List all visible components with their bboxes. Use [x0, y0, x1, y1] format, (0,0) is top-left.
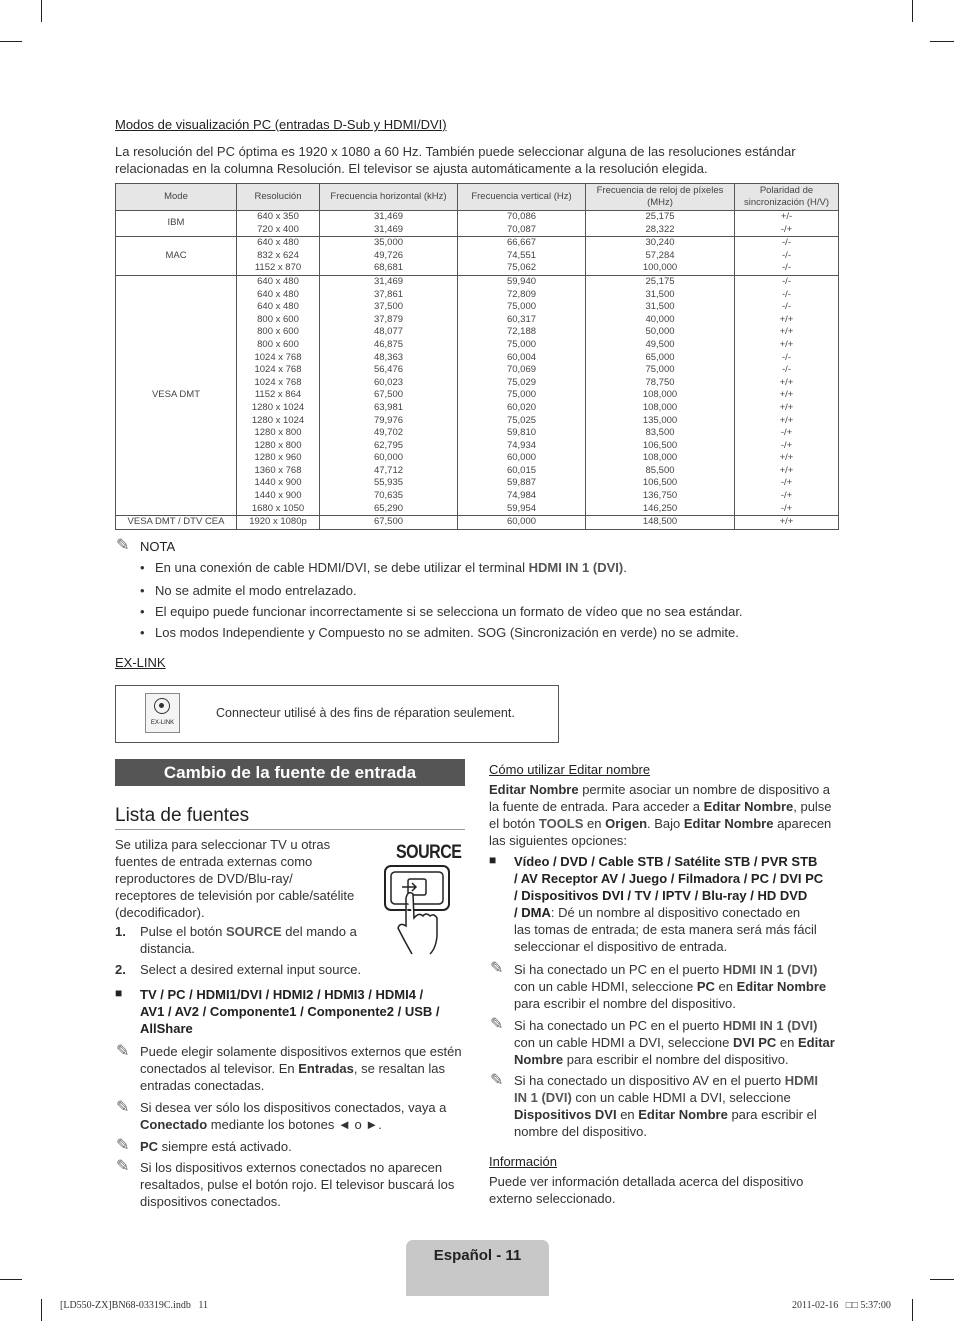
lista-text: fuentes de entrada externas como — [115, 854, 313, 869]
value-cell — [320, 516, 458, 530]
cell-line: 31,500 — [645, 301, 675, 313]
device-list-line: las tomas de entrada; de esta manera será más fácil — [514, 922, 817, 937]
device-list-line: / AV Receptor AV / Juego / Filmadora / PC / DVI PC — [514, 871, 824, 886]
cell-line: 800 x 600 — [257, 326, 299, 338]
cell-line: 640 x 480 — [257, 288, 299, 300]
cell-line: 59,940 — [506, 275, 537, 287]
cell-line: 1360 x 768 — [254, 464, 302, 476]
cell-line: -/- — [782, 301, 791, 313]
lista-text: receptores de televisión por cable/satélite — [115, 888, 355, 903]
source-list-line: AllShare — [140, 1021, 193, 1036]
cell-line: 68,681 — [373, 262, 404, 274]
cell-line: 48,077 — [373, 326, 404, 338]
value-cell — [237, 211, 320, 237]
cell-line: 65,290 — [373, 502, 404, 514]
square-bullet-icon: ■ — [489, 853, 497, 867]
cell-line: 640 x 480 — [257, 275, 299, 287]
note-text: IN 1 (DVI) con un cable HDMI a DVI, seleccione — [514, 1090, 791, 1105]
value-cell — [735, 516, 839, 530]
cell-line: 75,000 — [645, 364, 675, 376]
cell-line: 37,879 — [373, 313, 404, 325]
cell-line: -/+ — [780, 427, 793, 439]
cell-line: 83,500 — [645, 427, 675, 439]
crop-mark — [930, 41, 954, 42]
lista-title: Lista de fuentes — [115, 805, 250, 826]
page-number-tab — [406, 1240, 549, 1296]
value-cell — [735, 211, 839, 237]
cell-line: 57,284 — [645, 249, 675, 261]
cell-line: 66,667 — [506, 237, 537, 249]
cell-line: 28,322 — [645, 223, 675, 235]
cell-line: -/- — [782, 237, 791, 249]
editar-text: Editar Nombre permite asociar un nombre de dispositivo a — [489, 782, 831, 797]
cell-line: 63,981 — [373, 401, 404, 413]
device-list-line: seleccionar el dispositivo de entrada. — [514, 939, 728, 954]
header-polarity: Polaridad de sincronización (H/V) — [735, 184, 839, 211]
table-header-row — [116, 184, 839, 211]
cell-line: 25,175 — [645, 211, 675, 222]
value-cell — [586, 211, 735, 237]
value-cell — [735, 275, 839, 515]
device-list-line: / DMA: Dé un nombre al dispositivo conectado en — [514, 905, 801, 920]
cell-line: 75,000 — [506, 301, 537, 313]
cell-line: 49,726 — [373, 249, 404, 261]
cell-line: 46,875 — [373, 338, 404, 350]
note-text: Dispositivos DVI en Editar Nombre para escribir el — [514, 1107, 817, 1122]
footer-file-info: [LD550-ZX]BN68-03319C.indb 11 — [60, 1300, 208, 1311]
cell-line: 72,188 — [506, 326, 537, 338]
note-text: Si ha conectado un PC en el puerto HDMI IN 1 (DVI) — [514, 1018, 818, 1033]
table-row — [116, 516, 839, 530]
note-pencil-icon: ✎ — [116, 1043, 130, 1060]
crop-mark — [930, 1279, 954, 1280]
cell-line: 1280 x 1024 — [251, 401, 305, 413]
note-pencil-icon: ✎ — [490, 960, 504, 977]
cell-line: +/+ — [779, 464, 794, 476]
pc-modes-table — [115, 183, 839, 530]
source-label: SOURCE — [396, 842, 462, 863]
cell-line: 1920 x 1080p — [249, 516, 307, 528]
exlink-heading: EX-LINK — [115, 655, 166, 670]
cell-line: 640 x 480 — [257, 237, 299, 249]
cell-line: +/+ — [779, 389, 794, 401]
value-cell — [320, 237, 458, 276]
value-cell — [586, 275, 735, 515]
lista-text: (decodificador). — [115, 905, 205, 920]
cell-line: -/+ — [780, 223, 793, 235]
table-row — [116, 211, 839, 237]
value-cell — [458, 516, 586, 530]
cell-line: 1024 x 768 — [254, 364, 302, 376]
source-list-line: TV / PC / HDMI1/DVI / HDMI2 / HDMI3 / HDMI4 / — [140, 987, 424, 1002]
cell-line: -/- — [782, 288, 791, 300]
footer-date: 2011-02-16 □□ 5:37:00 — [792, 1300, 891, 1311]
cell-line: 30,240 — [645, 237, 675, 249]
mode-cell: VESA DMT / DTV CEA — [116, 516, 237, 530]
note-text: Si desea ver sólo los dispositivos conectados, vaya a — [140, 1100, 447, 1115]
page-number-label: Español - 11 — [433, 1247, 522, 1264]
editar-text: las siguientes opciones: — [489, 833, 628, 848]
cell-line: +/+ — [779, 376, 794, 388]
cell-line: 70,635 — [373, 490, 404, 502]
cell-line: +/+ — [779, 326, 794, 338]
device-list-line: / Dispositivos DVI / TV / IPTV / Blu-ray / HD DVD — [514, 888, 808, 903]
note-text: Conectado mediante los botones ◄ o ►. — [140, 1117, 382, 1132]
table-row — [116, 275, 839, 515]
cell-line: 640 x 350 — [257, 211, 299, 222]
cell-line: 106,500 — [642, 477, 678, 489]
note-text: Si ha conectado un dispositivo AV en el puerto HDMI — [514, 1073, 818, 1088]
cell-line: 108,000 — [642, 389, 678, 401]
cell-line: 1280 x 960 — [254, 452, 302, 464]
cell-line: 78,750 — [645, 376, 675, 388]
note-text: Si ha conectado un PC en el puerto HDMI IN 1 (DVI) — [514, 962, 818, 977]
cell-line: 35,000 — [373, 237, 404, 249]
exlink-icon-label: EX-LINK — [150, 720, 175, 726]
cell-line: 47,712 — [373, 464, 404, 476]
cell-line: 108,000 — [642, 401, 678, 413]
cell-line: 31,469 — [373, 223, 404, 235]
cell-line: 60,020 — [506, 401, 537, 413]
cell-line: 67,500 — [373, 389, 404, 401]
value-cell — [320, 275, 458, 515]
cell-line: 1680 x 1050 — [251, 502, 305, 514]
cell-line: 31,469 — [373, 211, 404, 222]
note-text: PC siempre está activado. — [140, 1139, 292, 1154]
cell-line: 50,000 — [645, 326, 675, 338]
cell-line: 74,984 — [506, 490, 537, 502]
note-pencil-icon: ✎ — [490, 1072, 504, 1089]
note-pencil-icon: ✎ — [116, 1158, 130, 1175]
cell-line: 148,500 — [642, 516, 678, 528]
cell-line: 146,250 — [642, 502, 678, 514]
cell-line: 62,795 — [373, 439, 404, 451]
value-cell — [458, 211, 586, 237]
cell-line: +/+ — [779, 338, 794, 350]
note-text: entradas conectadas. — [140, 1078, 265, 1093]
cell-line: +/- — [780, 211, 793, 222]
note-pencil-icon: ✎ — [490, 1016, 504, 1033]
info-text: Puede ver información detallada acerca del dispositivo — [489, 1174, 804, 1189]
intro-text-line: La resolución del PC óptima es 1920 x 1080 a 60 Hz. También puede seleccionar alguna de las resoluciones estándar — [115, 144, 796, 159]
cell-line: 1024 x 768 — [254, 351, 302, 363]
step-text: Pulse el botón SOURCE del mando a — [140, 924, 357, 939]
cell-line: 59,954 — [506, 502, 537, 514]
cell-line: 1280 x 800 — [254, 439, 302, 451]
cell-line: 75,000 — [506, 389, 537, 401]
cell-line: 59,810 — [506, 427, 537, 439]
crop-mark — [41, 0, 42, 22]
cell-line: 75,000 — [506, 338, 537, 350]
crop-mark — [0, 41, 22, 42]
cell-line: -/+ — [780, 439, 793, 451]
cell-line: -/- — [782, 275, 791, 287]
device-list-line: Vídeo / DVD / Cable STB / Satélite STB / PVR STB — [514, 854, 818, 869]
cell-line: -/+ — [780, 490, 793, 502]
cell-line: 37,500 — [373, 301, 404, 313]
note-pencil-icon: ✎ — [116, 537, 130, 554]
note-text: Nombre para escribir el nombre del dispositivo. — [514, 1052, 789, 1067]
note-text: dispositivos conectados. — [140, 1194, 281, 1209]
section-heading: Modos de visualización PC (entradas D-Sub y HDMI/DVI) — [115, 117, 447, 132]
exlink-port-icon — [145, 693, 180, 733]
note-pencil-icon: ✎ — [116, 1099, 130, 1116]
cell-line: +/+ — [779, 313, 794, 325]
lista-text: Se utiliza para seleccionar TV u otras — [115, 837, 331, 852]
note-text: nombre del dispositivo. — [514, 1124, 647, 1139]
cell-line: 59,887 — [506, 477, 537, 489]
cell-line: -/- — [782, 262, 791, 274]
header-vfreq: Frecuencia vertical (Hz) — [458, 184, 586, 211]
exlink-description: Connecteur utilisé à des fins de réparation seulement. — [216, 706, 515, 720]
cell-line: 70,069 — [506, 364, 537, 376]
note-text: Si los dispositivos externos conectados no aparecen — [140, 1160, 443, 1175]
cell-line: 60,015 — [506, 464, 537, 476]
crop-mark — [912, 0, 913, 22]
table-row — [116, 237, 839, 276]
exlink-box — [115, 685, 559, 743]
step-text: distancia. — [140, 941, 195, 956]
note-text: Puede elegir solamente dispositivos externos que estén — [140, 1044, 462, 1059]
cell-line: 60,023 — [373, 376, 404, 388]
header-hfreq: Frecuencia horizontal (kHz) — [320, 184, 458, 211]
cell-line: 48,363 — [373, 351, 404, 363]
cell-line: 31,469 — [373, 275, 404, 287]
cell-line: +/+ — [779, 452, 794, 464]
cell-line: -/- — [782, 249, 791, 261]
value-cell — [237, 275, 320, 515]
source-button-illustration — [382, 842, 462, 957]
cell-line: 72,809 — [506, 288, 537, 300]
cell-line: 1152 x 864 — [254, 389, 302, 401]
lista-text: reproductores de DVD/Blu-ray/ — [115, 871, 293, 886]
crop-mark — [912, 1299, 913, 1321]
cell-line: -/+ — [780, 477, 793, 489]
cell-line: 55,935 — [373, 477, 404, 489]
value-cell — [458, 237, 586, 276]
cell-line: 1280 x 1024 — [251, 414, 305, 426]
cell-line: 40,000 — [645, 313, 675, 325]
crop-mark — [0, 1279, 22, 1280]
cell-line: 1280 x 800 — [254, 427, 302, 439]
cell-line: 70,087 — [506, 223, 537, 235]
cell-line: 106,500 — [642, 439, 678, 451]
mode-cell: VESA DMT — [116, 275, 237, 515]
source-list-line: AV1 / AV2 / Componente1 / Componente2 / USB / — [140, 1004, 440, 1019]
cell-line: 65,000 — [645, 351, 675, 363]
header-mode: Mode — [116, 184, 237, 211]
value-cell — [458, 275, 586, 515]
cell-line: 37,861 — [373, 288, 404, 300]
cell-line: 75,029 — [506, 376, 537, 388]
cell-line: 640 x 480 — [257, 301, 299, 313]
cell-line: 75,025 — [506, 414, 537, 426]
source-button-icon — [382, 864, 452, 956]
cell-line: 60,000 — [373, 452, 404, 464]
header-pixel-clock: Frecuencia de reloj de píxeles (MHz) — [586, 184, 735, 211]
step-number: 2. — [115, 962, 126, 977]
info-heading: Información — [489, 1154, 557, 1169]
value-cell — [320, 211, 458, 237]
cell-line: 135,000 — [642, 414, 678, 426]
cell-line: +/+ — [779, 414, 794, 426]
cell-line: 108,000 — [642, 452, 678, 464]
cell-line: 75,062 — [506, 262, 537, 274]
cell-line: 49,500 — [645, 338, 675, 350]
note-text: conectados al televisor. En Entradas, se resaltan las — [140, 1061, 445, 1076]
cell-line: 1440 x 900 — [254, 477, 302, 489]
cell-line: 1152 x 870 — [254, 262, 302, 274]
cell-line: -/- — [782, 364, 791, 376]
cell-line: 49,702 — [373, 427, 404, 439]
section-banner: Cambio de la fuente de entrada — [115, 759, 465, 786]
note-label: NOTA — [140, 539, 176, 554]
cell-line: 74,934 — [506, 439, 537, 451]
cell-line: 25,175 — [645, 275, 675, 287]
crop-mark — [41, 1299, 42, 1321]
intro-text-line: relacionadas en la columna Resolución. El televisor se ajusta automáticamente a la resolución elegida. — [115, 161, 708, 176]
note-pencil-icon: ✎ — [116, 1137, 130, 1154]
cell-line: 60,317 — [506, 313, 537, 325]
note-text: con un cable HDMI a DVI, seleccione DVI PC en Editar — [514, 1035, 835, 1050]
value-cell — [586, 237, 735, 276]
cell-line: +/+ — [779, 401, 794, 413]
step-number: 1. — [115, 924, 126, 939]
cell-line: 60,000 — [506, 452, 537, 464]
info-text: externo seleccionado. — [489, 1191, 616, 1206]
note-text: para escribir el nombre del dispositivo. — [514, 996, 736, 1011]
value-cell — [237, 237, 320, 276]
cell-line: -/- — [782, 351, 791, 363]
cell-line: 70,086 — [506, 211, 537, 222]
mode-cell: MAC — [116, 237, 237, 276]
editar-text: la fuente de entrada. Para acceder a Editar Nombre, pulse — [489, 799, 832, 814]
cell-line: 67,500 — [373, 516, 404, 528]
cell-line: 720 x 400 — [257, 223, 299, 235]
cell-line: 85,500 — [645, 464, 675, 476]
mode-cell: IBM — [116, 211, 237, 237]
cell-line: 136,750 — [642, 490, 678, 502]
cell-line: 60,000 — [506, 516, 537, 528]
cell-line: 31,500 — [645, 288, 675, 300]
value-cell — [735, 237, 839, 276]
square-bullet-icon: ■ — [115, 986, 123, 1000]
cell-line: 832 x 624 — [257, 249, 299, 261]
editar-text: el botón TOOLS en Origen. Bajo Editar Nombre aparecen — [489, 816, 832, 831]
note-text: con un cable HDMI, seleccione PC en Editar Nombre — [514, 979, 827, 994]
value-cell — [586, 516, 735, 530]
step-text: Select a desired external input source. — [140, 962, 362, 977]
cell-line: +/+ — [779, 516, 794, 528]
cell-line: 56,476 — [373, 364, 404, 376]
cell-line: -/+ — [780, 502, 793, 514]
cell-line: 1024 x 768 — [254, 376, 302, 388]
cell-line: 100,000 — [642, 262, 678, 274]
cell-line: 1440 x 900 — [254, 490, 302, 502]
editar-heading: Cómo utilizar Editar nombre — [489, 762, 651, 777]
title-divider — [115, 829, 465, 830]
header-resolution: Resolución — [237, 184, 320, 211]
cell-line: 79,976 — [373, 414, 404, 426]
cell-line: 800 x 600 — [257, 338, 299, 350]
note-text: resaltados, pulse el botón rojo. El televisor buscará los — [140, 1177, 455, 1192]
value-cell — [237, 516, 320, 530]
cell-line: 800 x 600 — [257, 313, 299, 325]
cell-line: 60,004 — [506, 351, 537, 363]
cell-line: 74,551 — [506, 249, 537, 261]
